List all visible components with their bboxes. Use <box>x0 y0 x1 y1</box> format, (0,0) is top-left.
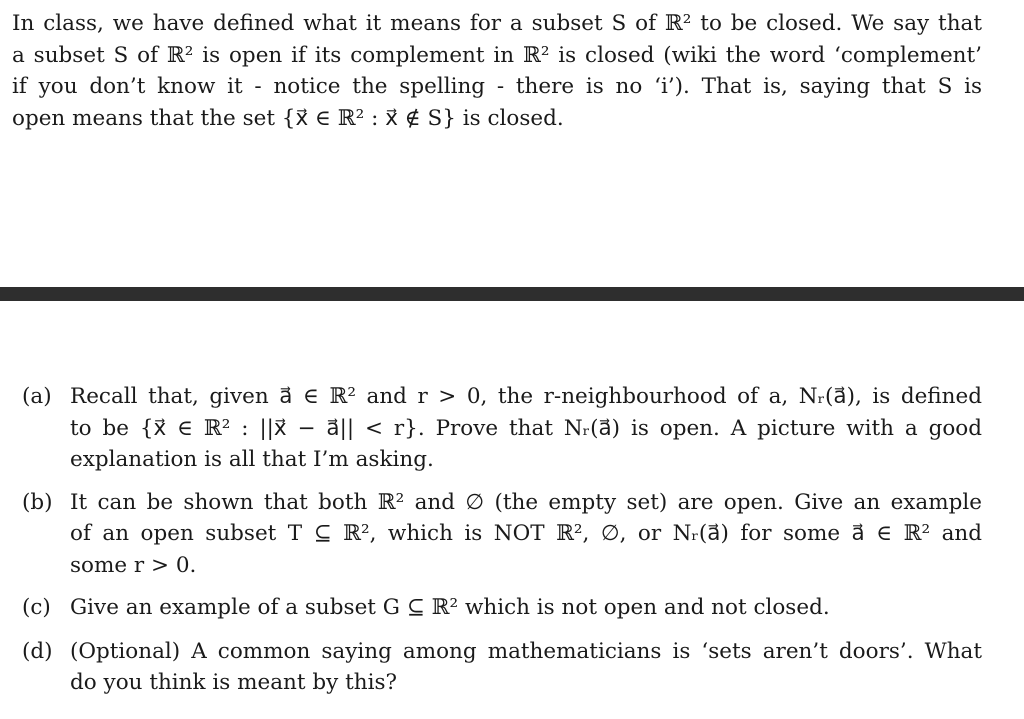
question-label: (a) <box>22 384 52 409</box>
intro-line: In class, we have defined what it means for a subset S of ℝ² to be closed. We say that <box>12 11 982 36</box>
question-line: (Optional) A common saying among mathematicians is ‘sets aren’t doors’. What <box>70 638 982 664</box>
intro-line: if you don’t know it - notice the spelling - there is no ‘i’). That is, saying that S is <box>12 74 982 99</box>
intro-line: open means that the set {x⃗ ∈ ℝ² : x⃗ ∉ S} is closed. <box>12 105 564 131</box>
question-line: to be {x⃗ ∈ ℝ² : ||x⃗ − a⃗|| < r}. Prove that Nᵣ(a⃗) is open. A picture with a good <box>70 415 982 441</box>
question-line: Recall that, given a⃗ ∈ ℝ² and r > 0, the r-neighbourhood of a, Nᵣ(a⃗), is defined <box>70 384 982 409</box>
question-list <box>22 381 982 709</box>
intro-line: a subset S of ℝ² is open if its complement in ℝ² is closed (wiki the word ‘complement’ <box>12 42 982 68</box>
question-label: (c) <box>22 595 51 620</box>
question-label: (d) <box>22 638 53 664</box>
question-c <box>22 592 982 624</box>
question-line: It can be shown that both ℝ² and ∅ (the empty set) are open. Give an example <box>70 489 982 515</box>
intro-paragraph <box>12 8 982 134</box>
section-divider <box>0 287 1024 301</box>
question-a <box>22 381 982 476</box>
question-line: do you think is meant by this? <box>70 670 398 695</box>
question-line: of an open subset T ⊆ ℝ², which is NOT ℝ², ∅, or Nᵣ(a⃗) for some a⃗ ∈ ℝ² and <box>70 521 983 546</box>
question-b <box>22 487 982 582</box>
question-line: some r > 0. <box>70 552 197 578</box>
question-label: (b) <box>22 489 53 515</box>
question-line: explanation is all that I’m asking. <box>70 447 434 472</box>
question-line: Give an example of a subset G ⊆ ℝ² which is not open and not closed. <box>70 595 830 620</box>
question-d <box>22 636 982 699</box>
